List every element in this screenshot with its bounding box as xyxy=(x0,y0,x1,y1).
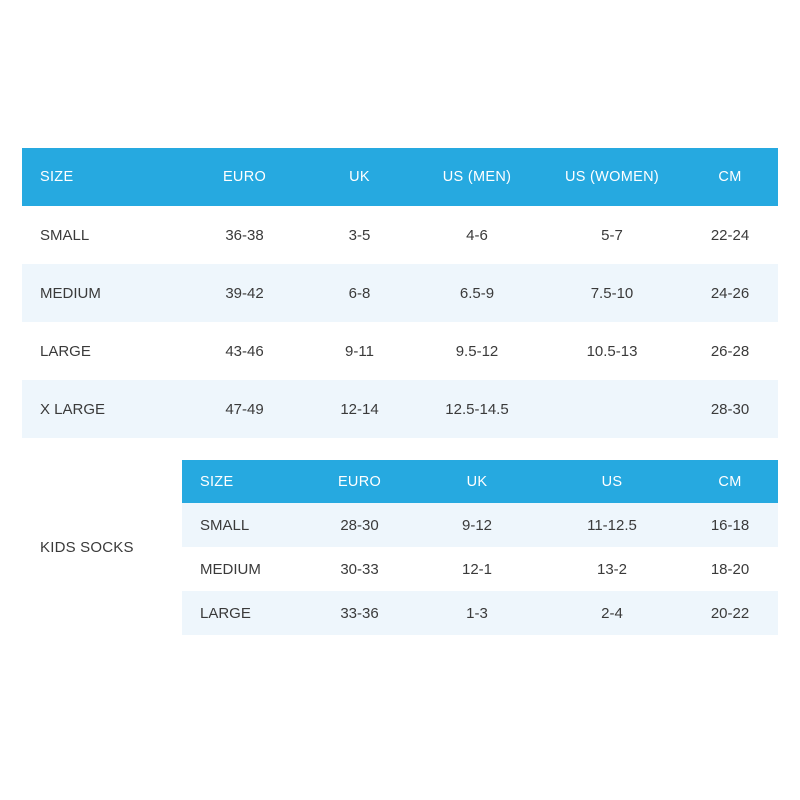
cell-uk: 6-8 xyxy=(307,264,412,322)
cell-size: MEDIUM xyxy=(22,264,182,322)
kids-table-header-row xyxy=(182,460,778,503)
cell-uk: 9-12 xyxy=(412,503,542,547)
cell-euro: 36-38 xyxy=(182,206,307,264)
kids-header-euro: EURO xyxy=(307,460,412,503)
kids-header-uk: UK xyxy=(412,460,542,503)
kids-size-table-wrapper xyxy=(22,460,778,635)
cell-uk: 3-5 xyxy=(307,206,412,264)
cell-cm: 20-22 xyxy=(682,591,778,635)
table-row xyxy=(182,547,778,591)
cell-us-men: 4-6 xyxy=(412,206,542,264)
cell-us-women: 10.5-13 xyxy=(542,322,682,380)
table-spacer xyxy=(22,438,778,460)
adult-header-us-women: US (WOMEN) xyxy=(542,148,682,206)
adult-header-size: SIZE xyxy=(22,148,182,206)
cell-cm: 22-24 xyxy=(682,206,778,264)
adult-table-header-row xyxy=(22,148,778,206)
cell-us-men: 9.5-12 xyxy=(412,322,542,380)
cell-uk: 1-3 xyxy=(412,591,542,635)
cell-cm: 26-28 xyxy=(682,322,778,380)
cell-size: MEDIUM xyxy=(182,547,307,591)
cell-size: LARGE xyxy=(22,322,182,380)
kids-header-size: SIZE xyxy=(182,460,307,503)
table-row xyxy=(22,380,778,438)
cell-us-women: 5-7 xyxy=(542,206,682,264)
cell-us-women: 7.5-10 xyxy=(542,264,682,322)
cell-size: X LARGE xyxy=(22,380,182,438)
adult-header-us-men: US (MEN) xyxy=(412,148,542,206)
kids-socks-label: KIDS SOCKS xyxy=(22,460,182,635)
table-row xyxy=(182,503,778,547)
kids-header-us: US xyxy=(542,460,682,503)
adult-header-cm: CM xyxy=(682,148,778,206)
cell-cm: 24-26 xyxy=(682,264,778,322)
cell-cm: 28-30 xyxy=(682,380,778,438)
cell-uk: 12-1 xyxy=(412,547,542,591)
kids-size-table xyxy=(182,460,778,635)
table-row xyxy=(22,206,778,264)
cell-us: 13-2 xyxy=(542,547,682,591)
cell-euro: 28-30 xyxy=(307,503,412,547)
cell-us-men: 6.5-9 xyxy=(412,264,542,322)
table-row xyxy=(22,322,778,380)
cell-us-women xyxy=(542,380,682,438)
cell-euro: 39-42 xyxy=(182,264,307,322)
cell-size: SMALL xyxy=(22,206,182,264)
cell-size: SMALL xyxy=(182,503,307,547)
cell-us: 11-12.5 xyxy=(542,503,682,547)
cell-euro: 30-33 xyxy=(307,547,412,591)
table-row xyxy=(182,591,778,635)
cell-us-men: 12.5-14.5 xyxy=(412,380,542,438)
adult-header-uk: UK xyxy=(307,148,412,206)
kids-header-cm: CM xyxy=(682,460,778,503)
cell-size: LARGE xyxy=(182,591,307,635)
table-row xyxy=(22,264,778,322)
cell-uk: 12-14 xyxy=(307,380,412,438)
cell-euro: 43-46 xyxy=(182,322,307,380)
cell-euro: 47-49 xyxy=(182,380,307,438)
adult-size-table xyxy=(22,148,778,438)
cell-cm: 16-18 xyxy=(682,503,778,547)
adult-header-euro: EURO xyxy=(182,148,307,206)
cell-uk: 9-11 xyxy=(307,322,412,380)
cell-cm: 18-20 xyxy=(682,547,778,591)
cell-euro: 33-36 xyxy=(307,591,412,635)
cell-us: 2-4 xyxy=(542,591,682,635)
